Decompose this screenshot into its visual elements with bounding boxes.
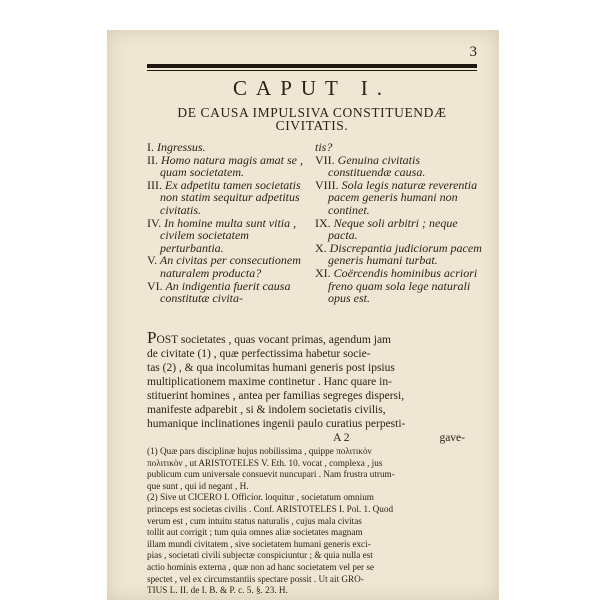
signature-mark: A 2: [333, 432, 350, 444]
chapter-title: CAPUT I.: [233, 76, 391, 100]
summary-item-text: Neque soli arbitri ; neque pacta.: [328, 215, 458, 243]
body-line: multiplicationem maxime continetur . Hanc quare in-: [147, 376, 392, 388]
summary-item-number: VI.: [147, 278, 163, 293]
summary-item-number: X.: [315, 240, 327, 255]
footnote-line: pias , societati civili subjectæ conspiciuntur ; & quia nulla est: [147, 550, 373, 561]
summary-item-text: tis?: [315, 140, 333, 154]
summary-item: [147, 280, 307, 305]
summary-item-text: Coërcendis hominibus acriori freno quam sola lege naturali opus est.: [328, 265, 478, 306]
summary-item-text: Ex adpetitu tamen societatis non statim sequitur adpetitus civitatis.: [160, 177, 301, 217]
summary-item-text: Discrepantia judiciorum pacem generis humani turbat.: [328, 240, 482, 268]
summary-item: [147, 179, 307, 217]
summary-item: [315, 179, 483, 217]
summary-item-text: An civitas per consecutionem naturalem producta?: [159, 253, 301, 280]
summary-item-number: II.: [147, 152, 158, 167]
signature-line: [147, 431, 473, 445]
book-page: [107, 30, 499, 600]
summary-column-right: [315, 141, 483, 305]
footnote-line: illam mundi civitatem , sive societatem humani generis exci-: [147, 538, 371, 549]
summary-item-text: Sola legis naturæ reverentia pacem generis humani non continet.: [328, 177, 478, 217]
footnote-line: πολιτικὸν , ut ARISTOTELES V. Eth. 10. vocat , complexa , jus: [147, 457, 383, 468]
summary-item: [147, 254, 307, 279]
summary-item: [147, 217, 307, 255]
summary-column-left: [147, 141, 307, 305]
body-line: humanique inclinationes ingenii paulo curatius perpesti-: [147, 418, 406, 430]
chapter-heading: [147, 106, 477, 132]
summary-item: [315, 217, 483, 242]
summary-item-number: XI.: [315, 265, 331, 280]
body-line: POST societates , quas vocant primas, agendum jam: [147, 331, 473, 347]
summary-item: [315, 242, 483, 267]
footnote-line: actio hominis externa , quæ non ad hanc societatem vel per se: [147, 561, 375, 572]
footnote-line: TIUS L. II. de I. B. & P. c. 5. §. 23. H.: [147, 585, 288, 596]
catchword: gave-: [439, 432, 465, 444]
footnotes: [147, 446, 477, 597]
summary-item-number: VIII.: [315, 177, 339, 192]
footnote-line: (1) Quæ pars disciplinæ hujus nobilissima , quippe πολιτικὸν: [147, 446, 372, 456]
footnote-line: spectet , vel ex circumstantiis spectare possit . Ut ait GRO-: [147, 573, 364, 584]
header-rule: [147, 64, 477, 68]
summary-item-text: Ingressus.: [157, 140, 206, 154]
body-text: [147, 331, 473, 445]
summary-item-number: IV.: [147, 215, 162, 230]
chapter-heading-line: DE CAUSA IMPULSIVA CONSTITUENDÆ: [177, 105, 447, 120]
footnote-line: verum est , cum intuitu status naturalis , cujus mala civitas: [147, 515, 362, 526]
footnote-line: tollit aut corrigit ; tum quia omnes aliæ societates magnam: [147, 527, 363, 538]
summary-item-text: Genuina civitatis constituendæ causa.: [328, 152, 426, 180]
footnote-line: princeps est societas civilis . Conf. ARISTOTELES I. Pol. 1. Quod: [147, 503, 394, 514]
footnote-line: publicum cum universale consuevit nuncupari . Nam frustra utrum-: [147, 469, 395, 480]
summary-item-number: VII.: [315, 152, 335, 167]
footnote-line: que sunt , qui id negant , H.: [147, 480, 249, 491]
summary-item: [315, 267, 483, 305]
body-line: tas (2) , & qua incolumitas humani generis post ipsius: [147, 362, 395, 374]
summary-item-text: In homine multa sunt vitia , civilem societatem perturbantia.: [160, 215, 297, 255]
summary-item: [147, 154, 307, 179]
body-line: manifeste adparebit , si & indolem societatis civilis,: [147, 404, 386, 416]
summary-item-number: V.: [147, 253, 158, 268]
summary-item-number: I.: [147, 140, 154, 154]
summary-item-text: Homo natura magis amat se , quam societatem.: [160, 152, 304, 180]
summary-item-number: III.: [147, 177, 162, 192]
body-line: stituerint homines , antea per familias segreges dispersi,: [147, 390, 405, 402]
body-line: de civitate (1) , quæ perfectissima habetur socie-: [147, 348, 371, 360]
chapter-heading-line: CIVITATIS.: [275, 118, 349, 133]
page-number: 3: [469, 44, 477, 60]
summary-item-number: IX.: [315, 215, 331, 230]
summary-item: [315, 154, 483, 179]
summary-item-text: An indigentia fuerit causa constitutæ civita-: [160, 278, 291, 306]
footnote-line: (2) Sive ut CICERO I. Officior. loquitur , societatum omnium: [147, 492, 374, 503]
header-rule-thin: [147, 70, 477, 71]
drop-cap: P: [147, 331, 157, 347]
